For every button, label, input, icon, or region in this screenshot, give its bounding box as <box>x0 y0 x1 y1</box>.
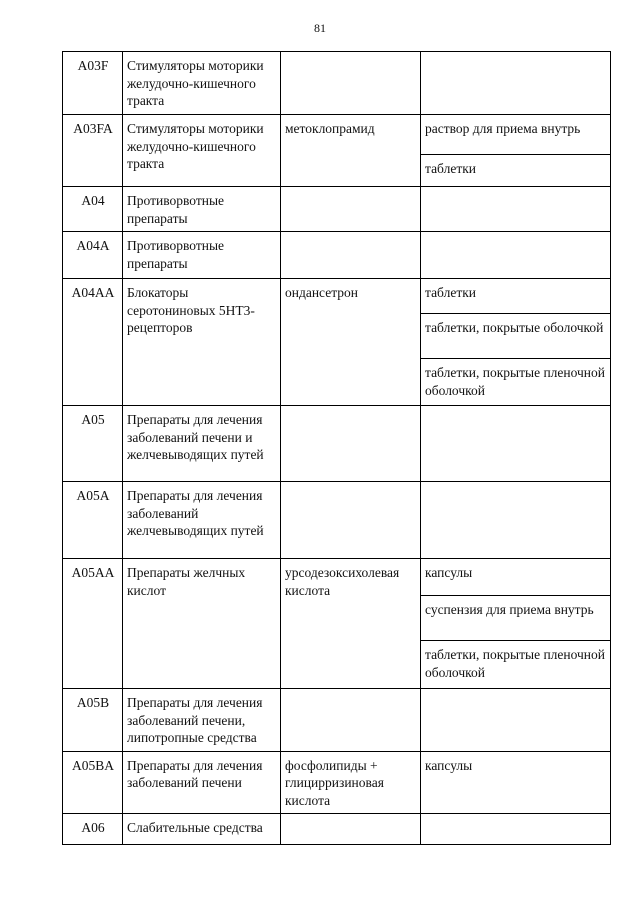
drug-table <box>62 51 611 845</box>
dosage-form-cell: таблетки, покрытые оболочкой <box>421 314 611 359</box>
dosage-form-cell: капсулы <box>421 559 611 596</box>
code-cell: A06 <box>63 814 123 845</box>
table-row <box>63 115 611 155</box>
code-cell: A05BA <box>63 751 123 814</box>
page-number: 81 <box>314 21 326 35</box>
code-cell: A05B <box>63 689 123 752</box>
group-cell: Слабительные средства <box>123 814 281 845</box>
dosage-form-cell <box>421 232 611 279</box>
table-row <box>63 689 611 752</box>
dosage-form-cell: таблетки <box>421 155 611 187</box>
group-cell: Препараты желчных кислот <box>123 559 281 689</box>
substance-cell <box>281 232 421 279</box>
group-cell: Противорвотные препараты <box>123 187 281 232</box>
table-row <box>63 482 611 559</box>
group-cell: Препараты для лечения заболеваний печени, липотропные средства <box>123 689 281 752</box>
dosage-form-cell <box>421 814 611 845</box>
dosage-form-cell <box>421 482 611 559</box>
group-cell: Противорвотные препараты <box>123 232 281 279</box>
substance-cell <box>281 814 421 845</box>
dosage-form-cell: суспензия для приема внутрь <box>421 596 611 641</box>
dosage-form-cell: таблетки, покрытые пленочной оболочкой <box>421 641 611 689</box>
dosage-form-cell: таблетки, покрытые пленочной оболочкой <box>421 359 611 406</box>
table-row <box>63 406 611 482</box>
table-row <box>63 187 611 232</box>
code-cell: A04A <box>63 232 123 279</box>
dosage-form-cell <box>421 406 611 482</box>
dosage-form-cell <box>421 187 611 232</box>
substance-cell <box>281 482 421 559</box>
substance-cell <box>281 52 421 115</box>
code-cell: A05A <box>63 482 123 559</box>
table-row <box>63 279 611 314</box>
dosage-form-cell <box>421 52 611 115</box>
substance-cell: фосфолипиды + глицирризиновая кислота <box>281 751 421 814</box>
group-cell: Препараты для лечения заболеваний печени и желчевыводящих путей <box>123 406 281 482</box>
substance-cell <box>281 689 421 752</box>
code-cell: A04AA <box>63 279 123 406</box>
table-row <box>63 559 611 596</box>
table-row <box>63 751 611 814</box>
substance-cell <box>281 406 421 482</box>
substance-cell: урсодезоксихолевая кислота <box>281 559 421 689</box>
table-row <box>63 52 611 115</box>
code-cell: A03F <box>63 52 123 115</box>
substance-cell: метоклопрамид <box>281 115 421 187</box>
group-cell: Препараты для лечения заболеваний печени <box>123 751 281 814</box>
code-cell: A04 <box>63 187 123 232</box>
code-cell: A03FA <box>63 115 123 187</box>
dosage-form-cell: раствор для приема внутрь <box>421 115 611 155</box>
dosage-form-cell: таблетки <box>421 279 611 314</box>
group-cell: Блокаторы серотониновых 5HT3-рецепторов <box>123 279 281 406</box>
table-row <box>63 232 611 279</box>
table-body <box>63 52 611 845</box>
substance-cell <box>281 187 421 232</box>
group-cell: Стимуляторы моторики желудочно-кишечного тракта <box>123 115 281 187</box>
code-cell: A05 <box>63 406 123 482</box>
table-row <box>63 814 611 845</box>
dosage-form-cell <box>421 689 611 752</box>
group-cell: Стимуляторы моторики желудочно-кишечного тракта <box>123 52 281 115</box>
code-cell: A05AA <box>63 559 123 689</box>
dosage-form-cell: капсулы <box>421 751 611 814</box>
substance-cell: ондансетрон <box>281 279 421 406</box>
group-cell: Препараты для лечения заболеваний желчевыводящих путей <box>123 482 281 559</box>
